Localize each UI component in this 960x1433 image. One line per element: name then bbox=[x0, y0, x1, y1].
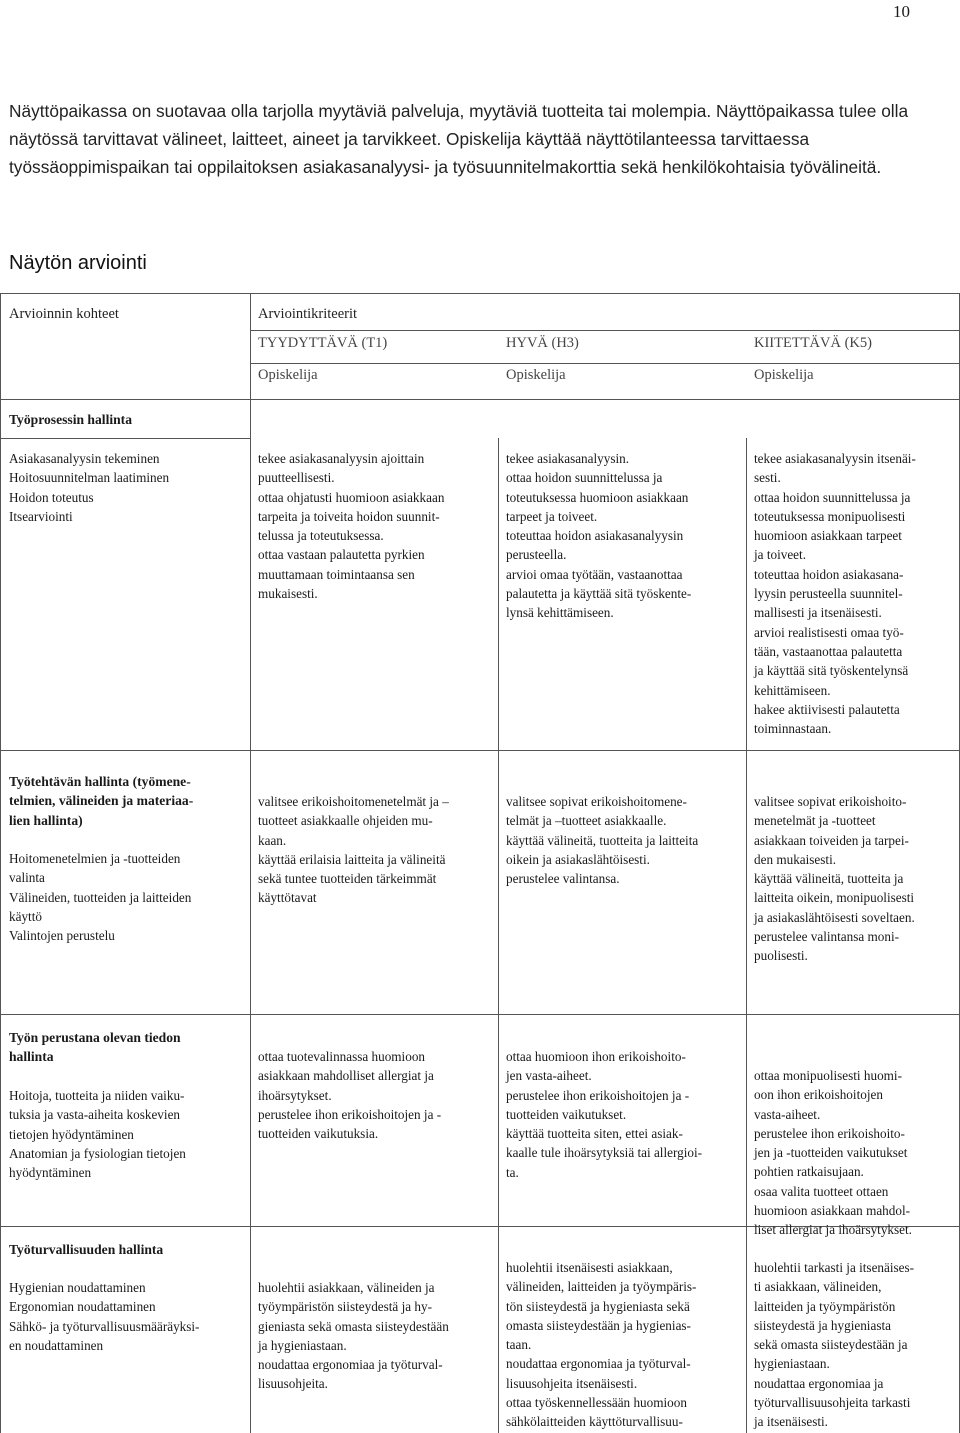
criteria-t1: huolehtii asiakkaan, välineiden ja työympäristön siisteydestä ja hy- gieniasta sekä omasta siisteydestään ja hygieniastaan. noudattaa ergonomiaa ja työturval- lisuusohjeita. bbox=[258, 1280, 449, 1392]
criteria-h3: ottaa huomioon ihon erikoishoito- jen vasta-aiheet. perustelee ihon erikoishoitojen ja - tuotteiden vaikutukset. käyttää tuotteita siten, ettei asiak- kaalle tule ihoärsytyksiä tai allergioi- ta. bbox=[506, 1049, 703, 1180]
criteria-k5: tekee asiakasanalyysin itsenäi- sesti. ottaa hoidon suunnittelussa ja toteutuksessa monipuolisesti huomioon asiakkaan tarpeet ja toiveet. toteuttaa hoidon asiakasana- lyysin perusteella suunnitel- mallisesti ja itsenäisesti. arvioi realistisesti omaa työ- tään, vastaanottaa palautetta ja käyttää sitä työskentelynsä kehittämiseen. hakee aktiivisesti palautetta toiminnastaan. bbox=[754, 451, 916, 737]
section-title: Työturvallisuuden hallinta bbox=[9, 1242, 164, 1257]
table-rule bbox=[0, 438, 250, 439]
criteria-t1: tekee asiakasanalyysin ajoittain puutteellisesti. ottaa ohjatusti huomioon asiakkaan tarpeita ja toiveita hoidon suunnit- telussa ja toteutuksessa. ottaa vastaan palautetta pyrkien muuttamaan toimintaansa sen mukaisesti. bbox=[258, 451, 445, 602]
section-items: Hoitomenetelmien ja -tuotteiden valinta Välineiden, tuotteiden ja laitteiden käyttö Valintojen perustelu bbox=[9, 851, 192, 944]
table-rule bbox=[746, 438, 747, 1433]
criteria-t1: valitsee erikoishoitomenetelmät ja – tuotteet asiakkaalle ohjeiden mu- kaan. käyttää erilaisia laitteita ja välineitä sekä tuntee tuotteiden tärkeimmät käyttötavat bbox=[258, 794, 449, 906]
section-items: Hoitoja, tuotteita ja niiden vaiku- tuksia ja vasta-aiheita koskevien tietojen hyödyntäminen Anatomian ja fysiologian tietojen hyödyntäminen bbox=[9, 1088, 186, 1181]
level-t1: TYYDYTTÄVÄ (T1) bbox=[258, 335, 388, 351]
table-rule bbox=[250, 363, 960, 364]
intro-paragraph: Näyttöpaikassa on suotavaa olla tarjolla myytäviä palveluja, myytäviä tuotteita tai molempia. Näyttöpaikassa tulee olla näytössä tarvittavat välineet, laitteet, aineet ja tarvikkeet. Opiskelija käyttää näyttötilanteessa tarvittaessa työssäoppimispaikan tai oppilaitoksen asiakasanalyysi- ja työsuunnitelmakorttia sekä henkilökohtaisia työvälineitä. bbox=[9, 101, 909, 177]
table-rule bbox=[498, 438, 499, 1433]
table-rule bbox=[0, 399, 960, 400]
level-k5: KIITETTÄVÄ (K5) bbox=[754, 335, 872, 351]
col-header-targets: Arvioinnin kohteet bbox=[9, 306, 119, 322]
level-h3: HYVÄ (H3) bbox=[506, 335, 579, 351]
section-items: Hygienian noudattaminen Ergonomian noudattaminen Sähkö- ja työturvallisuusmääräyksi- en noudattaminen bbox=[9, 1280, 200, 1353]
section-title: Työprosessin hallinta bbox=[9, 412, 133, 427]
criteria-h3: tekee asiakasanalyysin. ottaa hoidon suunnittelussa ja toteutuksessa huomioon asiakkaan tarpeet ja toiveet. toteuttaa hoidon asiakasanalyysin perusteella. arvioi omaa työtään, vastaanottaa palautetta ja käyttää sitä työskente- lynsä kehittämiseen. bbox=[506, 451, 692, 621]
section-items: Asiakasanalyysin tekeminen Hoitosuunnitelman laatiminen Hoidon toteutus Itsearviointi bbox=[9, 451, 170, 524]
criteria-k5: ottaa monipuolisesti huomi- oon ihon erikoishoitojen vasta-aiheet. perustelee ihon erikoishoito- jen ja -tuotteiden vaikutukset pohtien ratkaisujaan. osaa valita tuotteet ottaen huomioon asiakkaan mahdol- liset allergiat ja ihoärsytykset. bbox=[754, 1068, 912, 1238]
table-rule bbox=[250, 330, 960, 331]
subject-h3: Opiskelija bbox=[506, 367, 566, 383]
table-rule bbox=[250, 293, 251, 1433]
table-rule bbox=[0, 1014, 960, 1015]
section-heading: Näytön arviointi bbox=[9, 252, 147, 274]
criteria-h3: huolehtii itsenäisesti asiakkaan, välineiden, laitteiden ja työympäris- tön siisteydestä ja hygieniasta sekä omasta siisteydestään ja hygienias- taan. noudattaa ergonomiaa ja työturval- lisuusohjeita itsenäisesti. ottaa työskennellessään huomioon sähkölaitteiden käyttöturvallisuu- bbox=[506, 1260, 697, 1430]
criteria-k5: huolehtii tarkasti ja itsenäises- ti asiakkaan, välineiden, laitteiden ja työympäristön siisteydestä ja hygieniasta sekä omasta siisteydestään ja hygieniastaan. noudattaa ergonomiaa ja työturvallisuusohjeita tarkasti ja itsenäisesti. bbox=[754, 1260, 915, 1430]
page-number: 10 bbox=[893, 2, 910, 21]
criteria-k5: valitsee sopivat erikoishoito- menetelmät ja -tuotteet asiakkaan toiveiden ja tarpei- den mukaisesti. käyttää välineitä, tuotteita ja laitteita oikein, monipuolisesti ja asiakaslähtöisesti soveltaen. perustelee valintansa moni- puolisesti. bbox=[754, 794, 915, 964]
subject-k5: Opiskelija bbox=[754, 367, 814, 383]
criteria-h3: valitsee sopivat erikoishoitomene- telmät ja –tuotteet asiakkaalle. käyttää välineitä, tuotteita ja laitteita oikein ja asiakaslähtöisesti. perustelee valintansa. bbox=[506, 794, 699, 887]
table-rule bbox=[0, 293, 960, 294]
criteria-t1: ottaa tuotevalinnassa huomioon asiakkaan mahdolliset allergiat ja ihoärsytykset. perustelee ihon erikoishoitojen ja - tuotteiden vaikutuksia. bbox=[258, 1049, 442, 1142]
section-title: Työn perustana olevan tiedon hallinta bbox=[9, 1030, 181, 1065]
col-header-criteria: Arviointikriteerit bbox=[258, 306, 358, 322]
subject-t1: Opiskelija bbox=[258, 367, 318, 383]
table-rule bbox=[0, 293, 1, 1433]
table-rule bbox=[0, 750, 960, 751]
section-title: Työtehtävän hallinta (työmene- telmien, välineiden ja materiaa- lien hallinta) bbox=[9, 774, 194, 828]
